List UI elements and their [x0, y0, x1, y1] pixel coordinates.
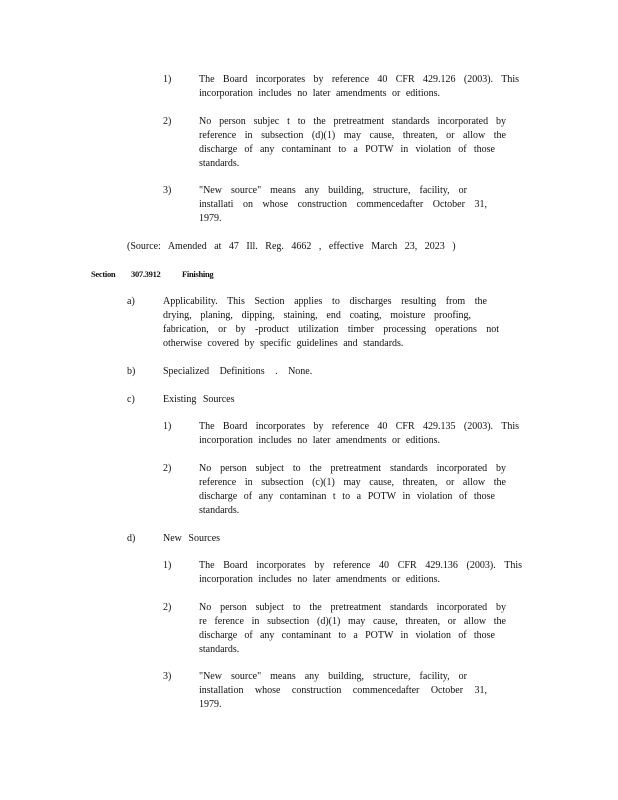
item-letter: c) [127, 394, 135, 405]
text-line: drying, planing, dipping, staining, end coating, moisture proofing, [163, 310, 471, 321]
paragraph-incorporation [199, 559, 522, 587]
text-line: No person subject to the pretreatment standards incorporated by [199, 463, 506, 474]
item-number: 2) [163, 602, 172, 613]
text-line: otherwise covered by specific guidelines and standards. [163, 338, 404, 349]
paragraph-prohibition [199, 462, 506, 518]
text-line: 1979. [199, 699, 222, 710]
text-line: discharge of any contaminant to a POTW in violation of those [199, 630, 495, 641]
item-letter: a) [127, 296, 135, 307]
paragraph-incorporation [199, 420, 519, 448]
text-line: "New source" means any building, structure, facility, or [199, 185, 467, 196]
text-line: re ference in subsection (d)(1) may cause, threaten, or allow the [199, 616, 506, 627]
text-line: discharge of any contaminant to a POTW in violation of those [199, 144, 495, 155]
text-line: "New source" means any building, structure, facility, or [199, 671, 467, 682]
text-line: discharge of any contaminan t to a POTW in violation of those [199, 491, 495, 502]
text-line: No person subject to the pretreatment standards incorporated by [199, 602, 506, 613]
paragraph-new-source-definition [199, 670, 487, 712]
item-letter: d) [127, 533, 136, 544]
paragraph-prohibition [199, 115, 506, 171]
text-line: standards. [199, 158, 240, 169]
text-line: incorporation includes no later amendments or editions. [199, 574, 440, 585]
specialized-definitions: Specialized Definitions . None. [163, 366, 313, 377]
text-line: The Board incorporates by reference 40 CFR 429.135 (2003). This [199, 421, 519, 432]
text-line: incorporation includes no later amendments or editions. [199, 88, 440, 99]
paragraph-applicability [163, 295, 499, 351]
source-note: (Source: Amended at 47 Ill. Reg. 4662 , effective March 23, 2023 ) [127, 241, 456, 252]
text-line: The Board incorporates by reference 40 CFR 429.126 (2003). This [199, 74, 519, 85]
section-number: 307.3912 [131, 269, 161, 279]
text-line: No person subjec t to the pretreatment standards incorporated by [199, 116, 506, 127]
item-number: 1) [163, 74, 172, 85]
text-line: installati on whose construction commencedafter October 31, [199, 199, 487, 210]
paragraph-incorporation [199, 73, 519, 101]
item-number: 2) [163, 116, 172, 127]
section-label: Section [91, 269, 116, 279]
text-line: The Board incorporates by reference 40 CFR 429.136 (2003). This [199, 560, 522, 571]
text-line: Applicability. This Section applies to discharges resulting from the [163, 296, 487, 307]
item-number: 1) [163, 421, 172, 432]
item-number: 2) [163, 463, 172, 474]
text-line: reference in subsection (d)(1) may cause, threaten, or allow the [199, 130, 506, 141]
existing-sources-heading: Existing Sources [163, 394, 235, 405]
text-line: installation whose construction commencedafter October 31, [199, 685, 487, 696]
paragraph-prohibition [199, 601, 506, 657]
item-number: 1) [163, 560, 172, 571]
text-line: standards. [199, 644, 240, 655]
item-letter: b) [127, 366, 136, 377]
text-line: reference in subsection (c)(1) may cause, threaten, or allow the [199, 477, 506, 488]
item-number: 3) [163, 671, 172, 682]
new-sources-heading: New Sources [163, 533, 221, 544]
paragraph-new-source-definition [199, 184, 487, 226]
text-line: standards. [199, 505, 240, 516]
item-number: 3) [163, 185, 172, 196]
text-line: 1979. [199, 213, 222, 224]
text-line: incorporation includes no later amendments or editions. [199, 435, 440, 446]
text-line: fabrication, or by -product utilization timber processing operations not [163, 324, 499, 335]
section-title: Finishing [182, 269, 214, 279]
